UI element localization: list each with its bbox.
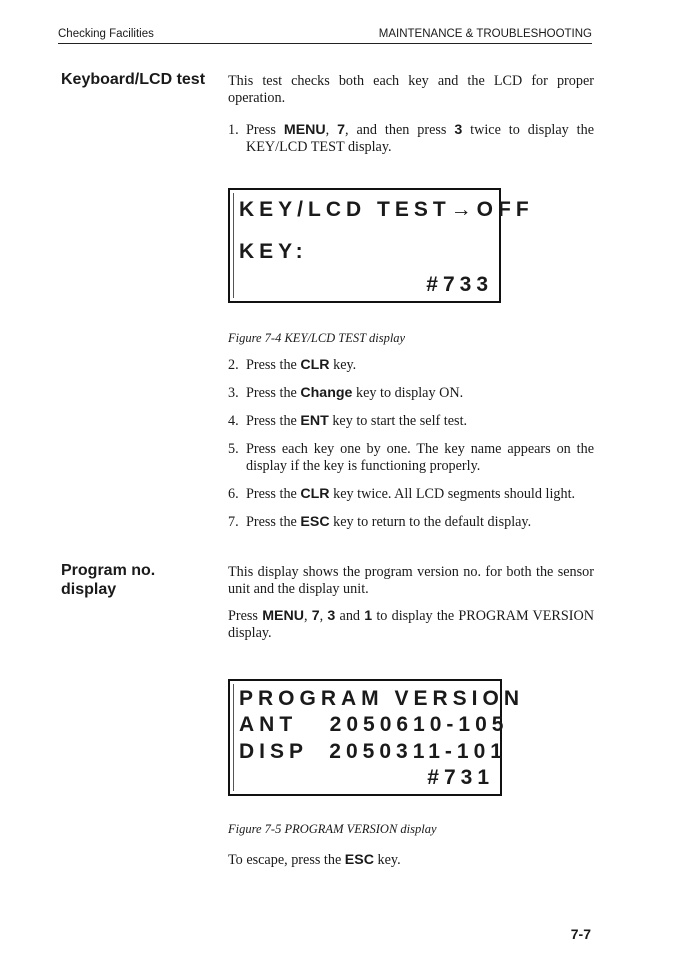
section2-intro: This display shows the program version no. for both the sensor unit and the display unit. xyxy=(228,564,594,597)
page-number: 7-7 xyxy=(570,926,591,942)
step-3: 3. Press the Change key to display ON. xyxy=(228,385,464,401)
step-1 xyxy=(228,122,594,156)
step-text: Press MENU, 7, and then press 3 twice to display the KEY/LCD TEST display. xyxy=(246,122,594,155)
step-6: 6. Press the CLR key twice. All LCD segments should light. xyxy=(228,486,576,502)
section-title-line-2: display xyxy=(61,581,117,598)
lcd-line-1: KEY/LCD TEST→OFF xyxy=(239,198,534,221)
section1-intro: This test checks both each key and the LCD for proper operation. xyxy=(228,73,594,106)
lcd-line-1: PROGRAM VERSION xyxy=(239,687,525,710)
lcd-program-version-display xyxy=(228,679,525,796)
step-5: 5. Press each key one by one. The key name appears on the display if the key is functioning properly. xyxy=(228,441,594,474)
lcd-line-2: ANT 2050610-105 xyxy=(239,713,509,736)
lcd-line-4: #731 xyxy=(427,766,494,789)
lcd-line-3: DISP 2050311-101 xyxy=(239,740,507,763)
step-7: 7. Press the ESC key to return to the default display. xyxy=(228,514,532,530)
figure-caption-7-4: Figure 7-4 KEY/LCD TEST display xyxy=(228,331,406,345)
header-rule xyxy=(58,43,592,44)
running-header-right: MAINTENANCE & TROUBLESHOOTING xyxy=(378,28,592,40)
figure-caption-7-5: Figure 7-5 PROGRAM VERSION display xyxy=(228,822,437,836)
lcd-line-2: KEY: xyxy=(239,240,308,263)
running-header-left: Checking Facilities xyxy=(58,28,154,40)
step-4: 4. Press the ENT key to start the self test. xyxy=(228,413,468,429)
section-title-keyboard-lcd-test: Keyboard/LCD test xyxy=(61,71,206,88)
lcd-key-lcd-test-display xyxy=(228,188,534,303)
section2-press-instruction: Press MENU, 7, 3 and 1 to display the PROGRAM VERSION display. xyxy=(228,608,595,641)
section-title-line-1: Program no. xyxy=(61,562,156,579)
escape-instruction: To escape, press the ESC key. xyxy=(228,852,401,868)
lcd-line-3: #733 xyxy=(426,273,493,296)
step-2: 2. Press the CLR key. xyxy=(228,357,357,373)
section-title-program-no xyxy=(61,561,155,599)
step-number: 1. xyxy=(228,122,239,138)
